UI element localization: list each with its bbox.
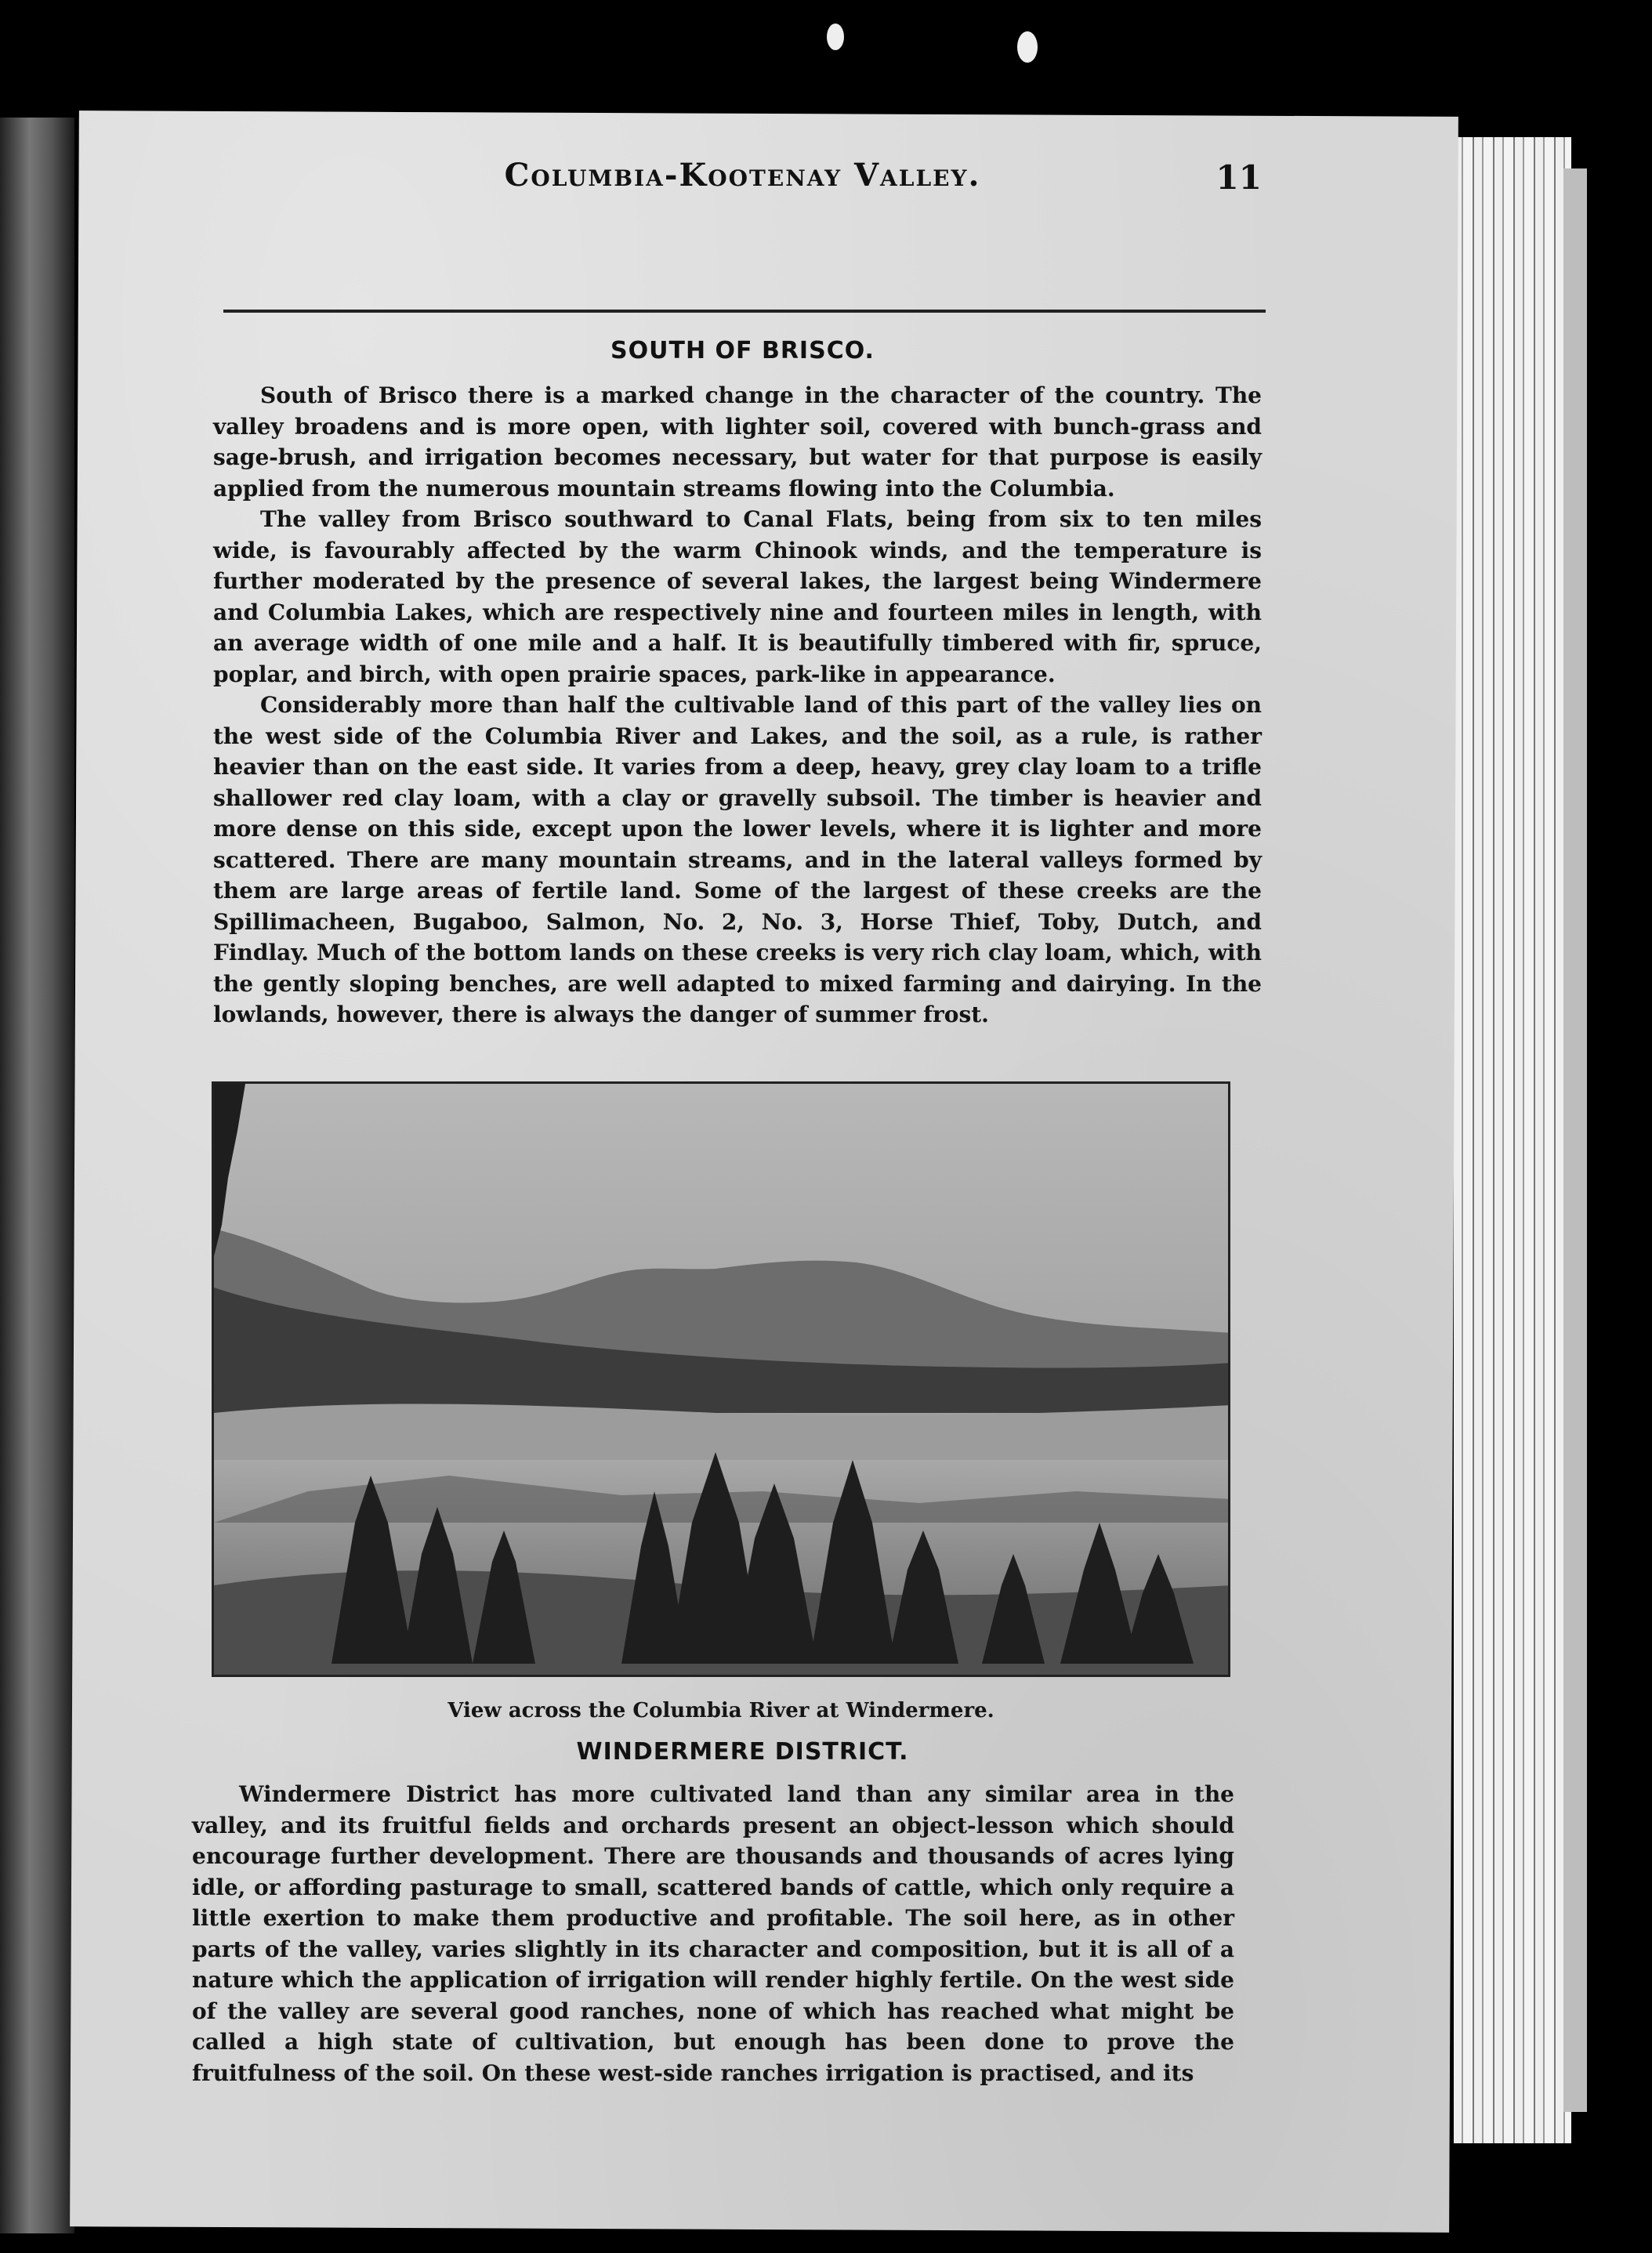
running-head-title: Columbia-Kootenay Valley.: [504, 157, 981, 194]
paragraph: The valley from Brisco southward to Canal Flats, being from six to ten miles wide, is favourably affected by the warm Chinook winds, and the temperature is further moderated by the presence of several lakes, the largest being Windermere and Columbia Lakes, which are respectively nine and fourteen miles in length, with an average width of one mile and a half. It is beautifully timbered with fir, spruce, poplar, and birch, with open prairie spaces, park-like in appearance.: [213, 506, 1262, 687]
section-heading: WINDERMERE DISTRICT.: [576, 1738, 909, 1766]
paragraph: Considerably more than half the cultivable land of this part of the valley lies on the west side of the Columbia River and Lakes, and the soil, as a rule, is rather heavier than on the east side. It varies from a deep, heavy, grey clay loam to a trifle shallower red clay loam, with a clay or gravelly subsoil. The timber is heavier and more dense on this side, except upon the lower levels, where it is lighter and more scattered. There are many mountain streams, and in the lateral valleys formed by them are large areas of fertile land. Some of the largest of these creeks are the Spillimacheen, Bugaboo, Salmon, No. 2, No. 3, Horse Thief, Toby, Dutch, and Findlay. Much of the bottom lands on these creeks is very rich clay loam, which, with the gently sloping benches, are well adapted to mixed farming and dairying. In the lowlands, however, there is always the danger of summer frost.: [213, 692, 1262, 1027]
landscape-photo: [212, 1081, 1230, 1677]
header-rule: [223, 310, 1266, 313]
section-heading: SOUTH OF BRISCO.: [610, 337, 875, 364]
left-page-edge: [0, 118, 74, 2233]
section-body: [213, 380, 1262, 1031]
running-head: [223, 157, 1262, 204]
section-body: [192, 1779, 1234, 2088]
page-stack-edges: [1454, 137, 1571, 2143]
scan-dust: [1017, 31, 1038, 63]
page-number: 11: [1215, 158, 1262, 197]
scan-dust: [827, 24, 844, 50]
paragraph: Windermere District has more cultivated land than any similar area in the valley, and its fruitful fields and orchards present an object-lesson which should encourage further development. There are thousands and thousands of acres lying idle, or affording pasturage to small, scattered bands of cattle, which only require a little exertion to make them productive and profitable. The soil here, as in other parts of the valley, varies slightly in its character and composition, but it is all of a nature which the application of irrigation will render highly fertile. On the west side of the valley are several good ranches, none of which has reached what might be called a high state of cultivation, but enough has been done to prove the fruitfulness of the soil. On these west-side ranches irrigation is practised, and its: [192, 1781, 1234, 2086]
photo-caption: View across the Columbia River at Windermere.: [447, 1699, 994, 1722]
paragraph: South of Brisco there is a marked change in the character of the country. The valley broadens and is more open, with lighter soil, covered with bunch-grass and sage-brush, and irrigation becomes necessary, but water for that purpose is easily applied from the numerous mountain streams flowing into the Columbia.: [213, 382, 1262, 502]
